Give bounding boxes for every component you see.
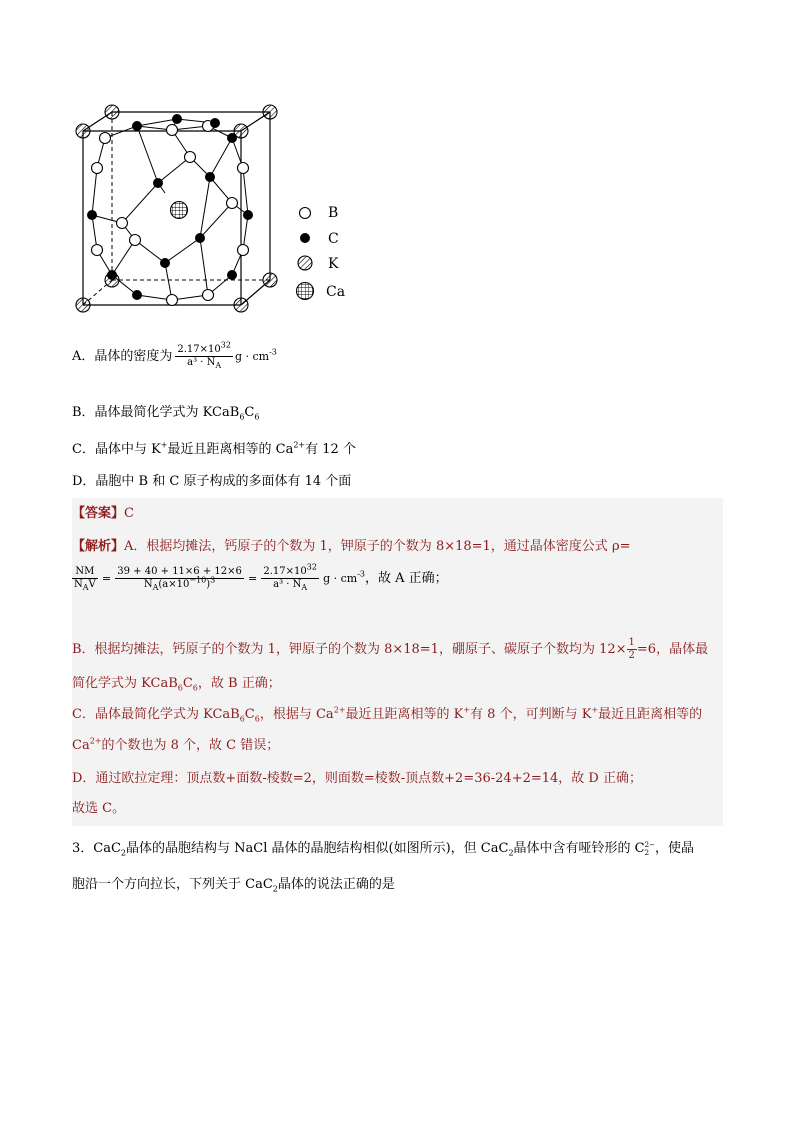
option-c: C．晶体中与 K+最近且距离相等的 $Ca^{2+}$有 12 个 bbox=[72, 440, 356, 457]
legend-label-b: B bbox=[328, 205, 339, 221]
option-b: B．晶体最简化学式为 $KCaB_6C_6$ bbox=[72, 405, 260, 422]
analysis-line-a: 【解析】A．根据均摊法，钙原子的个数为 1，钾原子的个数为 8×18=1，通过晶体密度公式 ρ= bbox=[72, 539, 631, 554]
analysis-line-b2: 简化学式为 $KCaB_6C_6$，故 B 正确； bbox=[72, 676, 281, 693]
analysis-line-d: D．通过欧拉定理：顶点数+面数-棱数=2，则面数=棱数-顶点数+2=36-24+2=14，故 D 正确； bbox=[72, 771, 642, 786]
calcium-atom bbox=[171, 202, 188, 219]
legend-filled-circle-icon bbox=[300, 233, 310, 243]
legend-grid-circle-icon bbox=[297, 283, 314, 300]
question-3-line-2: 胞沿一个方向拉长，下列关于 CaC$_2$晶体的说法正确的是 bbox=[72, 877, 395, 894]
option-a: A．晶体的密度为 $\frac{2.17\times 10^{32}}{a^3 \cdot N_A}$ $g \cdot cm^{-3}$ bbox=[72, 340, 277, 370]
legend-label-k: K bbox=[328, 256, 339, 272]
option-d: D．晶胞中 B 和 C 原子构成的多面体有 14 个面 bbox=[72, 474, 352, 489]
legend-hatched-circle-icon bbox=[298, 256, 312, 270]
legend-label-ca: Ca bbox=[326, 284, 346, 300]
analysis-line-c2: $Ca^{2+}$的个数也为 8 个，故 C 错误； bbox=[72, 736, 280, 753]
analysis-final: 故选 C。 bbox=[72, 801, 126, 816]
answer-line: 【答案】C bbox=[72, 506, 134, 521]
legend-label-c: C bbox=[328, 231, 339, 247]
crystal-structure-figure bbox=[60, 95, 360, 325]
legend-symbols bbox=[297, 208, 314, 300]
analysis-line-c1: C．晶体最简化学式为 $KCaB_6C_6$，根据与 $Ca^{2+}$最近且距离相等的 K+有 8 个，可判断与 K+最近且距离相等的 bbox=[72, 705, 703, 724]
question-3-line-1: 3．CaC$_2$晶体的晶胞结构与 NaCl 晶体的晶胞结构相似(如图所示)，但 CaC$_2$晶体中含有哑铃形的 C 2− 2 ，使晶 bbox=[72, 840, 694, 858]
analysis-line-b1: B．根据均摊法，钙原子的个数为 1，钾原子的个数为 8×18=1，硼原子、碳原子个数均为 12× $\frac{1}{2}$ =6，晶体最 bbox=[72, 637, 709, 661]
density-equation: $\frac{NM}{N_AV}$ = $\frac{39 + 40 + 11\times 6 + 12\times 6}{N_A(a\times 10^{-10})^3}$ = $\frac{2.17\times 10^{32}}{a^3 \cdot N_A}$ $g \cdot cm^{-3}$，故 A 正确； bbox=[74, 562, 448, 592]
legend-open-circle-icon bbox=[300, 208, 311, 219]
